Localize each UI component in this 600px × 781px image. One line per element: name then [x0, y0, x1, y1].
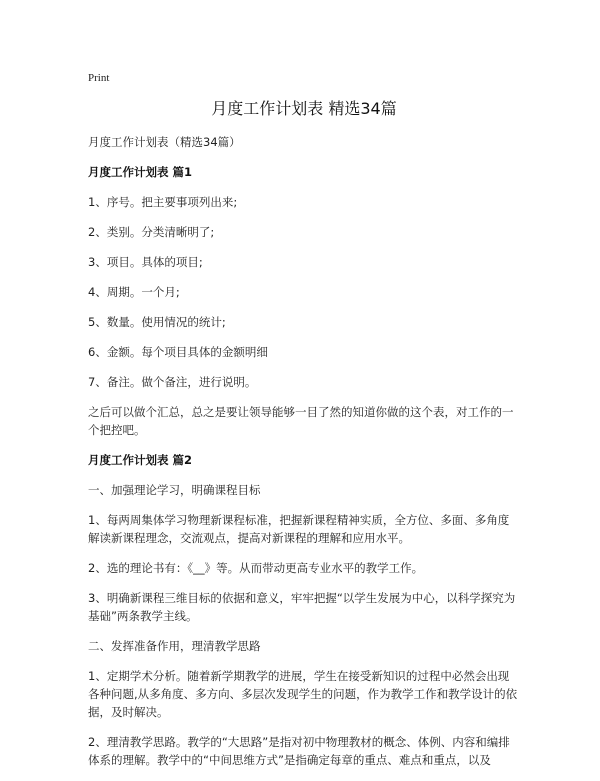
section-heading-2: 月度工作计划表 篇2: [88, 453, 193, 467]
section-heading-1: 月度工作计划表 篇1: [88, 165, 193, 179]
paragraph: 1、定期学术分析。随着新学期教学的进展，学生在接受新知识的过程中必然会出现各种问题,从多角度、多方向、多层次发现学生的问题，作为教学工作和教学设计的依据，及时解决。: [88, 669, 518, 719]
subtitle: 月度工作计划表（精选34篇）: [88, 135, 241, 149]
list-item: 2、类别。分类清晰明了;: [88, 225, 215, 239]
paragraph: 3、明确新课程三维目标的依据和意义，牢牢把握“以学生发展为中心，以科学探究为基础”两条教学主线。: [88, 591, 516, 623]
list-item: 7、备注。做个备注，进行说明。: [88, 375, 257, 389]
paragraph: 1、每两周集体学习物理新课程标准，把握新课程精神实质，全方位、多面、多角度解读新课程理念，交流观点，提高对新课程的理解和应用水平。: [88, 513, 510, 545]
print-label[interactable]: Print: [88, 72, 110, 84]
list-item: 5、数量。使用情况的统计;: [88, 315, 226, 329]
document-content: [88, 133, 520, 781]
page-title: 月度工作计划表 精选34篇: [211, 99, 397, 118]
part-title: 一、加强理论学习，明确课程目标: [88, 483, 261, 497]
list-item: 6、金额。每个项目具体的金额明细: [88, 345, 268, 359]
list-item: 1、序号。把主要事项列出来;: [88, 195, 238, 209]
paragraph: 2、理清教学思路。教学的“大思路”是指对初中物理教材的概念、体例、内容和编排体系的理解。教学中的“中间思维方式”是指确定每章的重点、难点和重点，以及: [88, 735, 510, 767]
list-item: 4、周期。一个月;: [88, 285, 180, 299]
part-title: 二、发挥准备作用，理清教学思路: [88, 639, 261, 653]
list-item: 3、项目。具体的项目;: [88, 255, 203, 269]
paragraph: 2、选的理论书有：《__》等。从而带动更高专业水平的教学工作。: [88, 561, 424, 575]
summary-paragraph: 之后可以做个汇总，总之是要让领导能够一目了然的知道你做的这个表，对工作的一个把控吧。: [88, 405, 514, 437]
